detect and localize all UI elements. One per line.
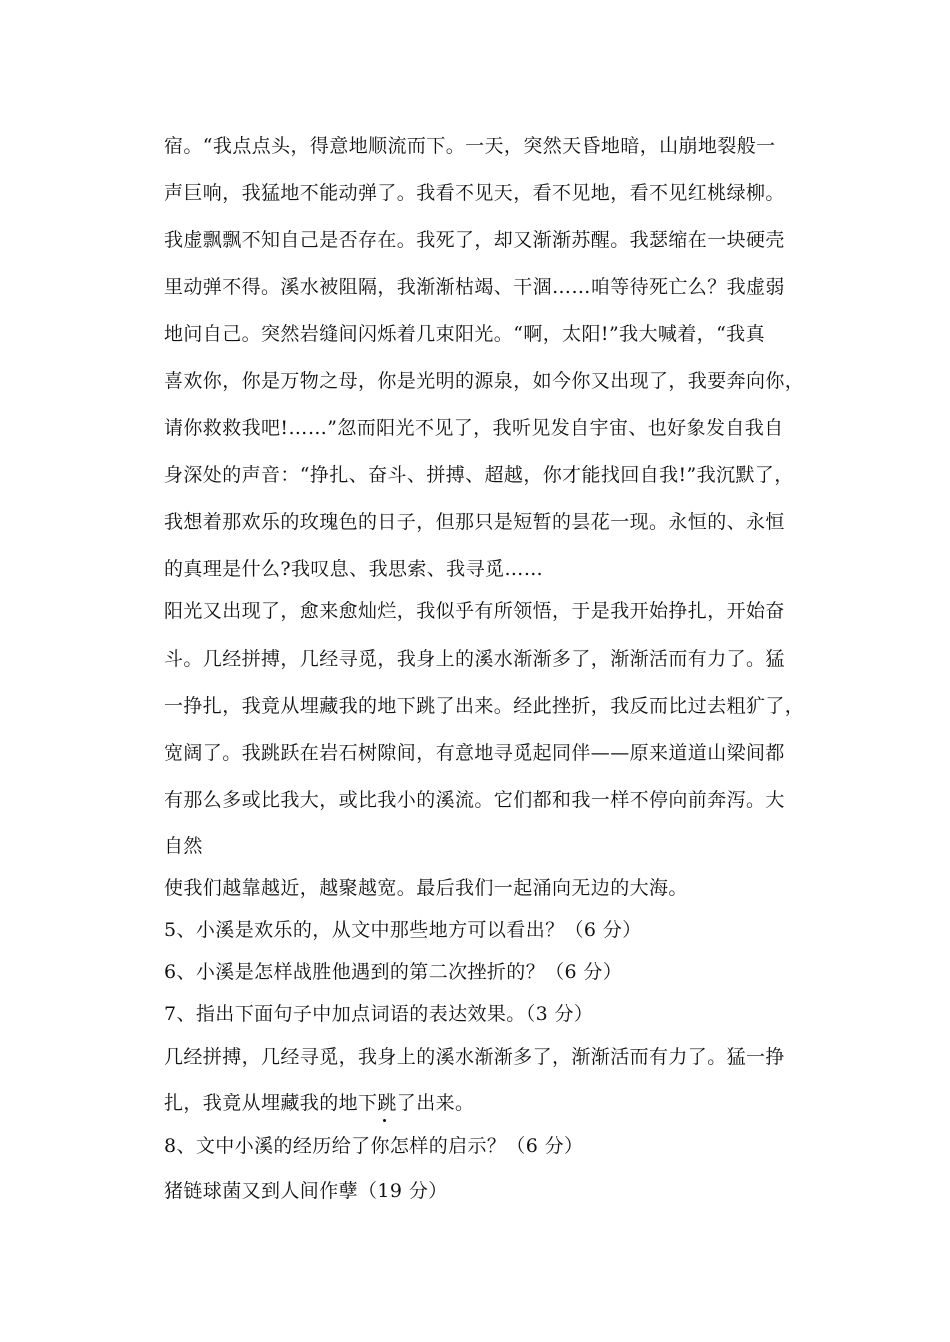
text-line-1: 宿。“我点点头，得意地顺流而下。一天，突然天昏地暗，山崩地裂般一 bbox=[164, 135, 776, 157]
section-title: 猪链球菌又到人间作孽（19 分） bbox=[164, 1180, 448, 1202]
text-line-13: 一挣扎，我竟从埋藏我的地下跳了出来。经此挫折，我反而比过去粗犷了， bbox=[164, 695, 805, 717]
text-line-3: 我虚飘飘不知自己是否存在。我死了，却又渐渐苏醒。我瑟缩在一块硬壳 bbox=[164, 229, 785, 251]
quoted-sentence-line-1: 几经拼搏，几经寻觅，我身上的溪水渐渐多了，渐渐活而有力了。猛一挣 bbox=[164, 1046, 785, 1068]
emphasis-dot bbox=[383, 1119, 386, 1122]
text-line-11: 阳光又出现了，愈来愈灿烂，我似乎有所领悟，于是我开始挣扎，开始奋 bbox=[164, 600, 785, 622]
text-line-16: 自然 bbox=[164, 835, 203, 857]
text-line-4: 里动弹不得。溪水被阻隔，我渐渐枯竭、干涸……咱等待死亡么？我虚弱 bbox=[164, 276, 785, 298]
quoted-sentence-line-2: 扎，我竟从埋藏我的地下跳了出来。 bbox=[164, 1092, 475, 1114]
text-line-8: 身深处的声音：“挣扎、奋斗、拼搏、超越，你才能找回自我!”我沉默了， bbox=[164, 464, 794, 486]
text-line-10: 的真理是什么?我叹息、我思索、我寻觅…… bbox=[164, 558, 544, 580]
text-line-2: 声巨响，我猛地不能动弹了。我看不见天，看不见地，看不见红桃绿柳。 bbox=[164, 182, 785, 204]
text-line-12: 斗。几经拼搏，几经寻觅，我身上的溪水渐渐多了，渐渐活而有力了。猛 bbox=[164, 648, 785, 670]
text-line-15: 有那么多或比我大，或比我小的溪流。它们都和我一样不停向前奔泻。大 bbox=[164, 789, 785, 811]
text-line-5: 地问自己。突然岩缝间闪烁着几束阳光。“啊，太阳!”我大喊着，“我真 bbox=[164, 323, 765, 345]
question-6: 6、小溪是怎样战胜他遇到的第二次挫折的？（6 分） bbox=[164, 961, 623, 983]
text-line-7: 请你救救我吧!……”忽而阳光不见了，我听见发自宇宙、也好象发自我自 bbox=[164, 417, 784, 439]
question-8: 8、文中小溪的经历给了你怎样的启示？（6 分） bbox=[164, 1135, 584, 1157]
text-line-6: 喜欢你，你是万物之母，你是光明的源泉，如今你又出现了，我要奔向你， bbox=[164, 370, 805, 392]
text-line-14: 宽阔了。我跳跃在岩石树隙间，有意地寻觅起同伴——原来道道山梁间都 bbox=[164, 742, 785, 764]
text-line-17: 使我们越靠越近，越聚越宽。最后我们一起涌向无边的大海。 bbox=[164, 877, 688, 899]
text-line-9: 我想着那欢乐的玫瑰色的日子，但那只是短暂的昙花一现。永恒的、永恒 bbox=[164, 511, 785, 533]
question-7: 7、指出下面句子中加点词语的表达效果。（3 分） bbox=[164, 1003, 594, 1025]
question-5: 5、小溪是欢乐的，从文中那些地方可以看出？（6 分） bbox=[164, 919, 642, 941]
